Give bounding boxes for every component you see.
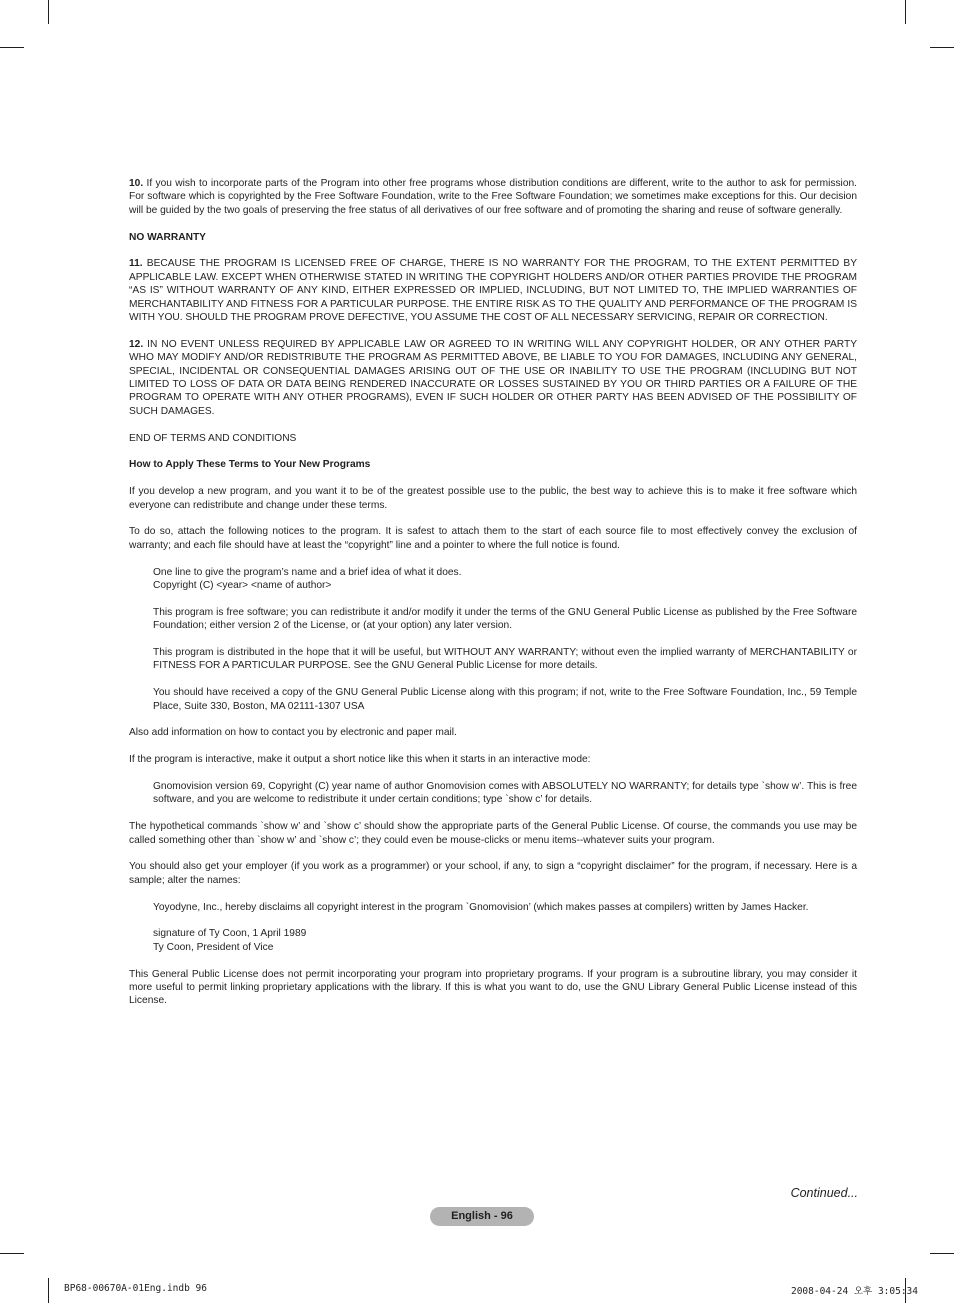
paragraph-contact: Also add information on how to contact you by electronic and paper mail. <box>129 727 457 739</box>
crop-mark <box>0 1253 24 1254</box>
signature-line-1: signature of Ty Coon, 1 April 1989 <box>153 928 307 940</box>
section-number: 12. <box>129 338 144 350</box>
paragraph-to-do-so: To do so, attach the following notices to the program. It is safest to attach them to the start of each source file to most effectively convey the exclusion of warranty; and each file should have at least the “copyright” line and a pointer to where the full notice is found. <box>129 526 857 551</box>
paragraph-hypothetical: The hypothetical commands `show w’ and `show c’ should show the appropriate parts of the General Public License. Of course, the commands you use may be called something other than `show w’ and `show c’; they could even be mouse-clicks or menu items--whatever suits your program. <box>129 821 857 846</box>
print-slug-file: BP68-00670A-01Eng.indb 96 <box>64 1283 207 1294</box>
section-10 <box>129 177 857 217</box>
paragraph-develop: If you develop a new program, and you want it to be of the greatest possible use to the public, the best way to achieve this is to make it free software which everyone can redistribute and change under these terms. <box>129 486 857 511</box>
yoyodyne-disclaimer: Yoyodyne, Inc., hereby disclaims all copyright interest in the program `Gnomovision’ (which makes passes at compilers) written by James Hacker. <box>153 901 809 913</box>
notice-received-copy: You should have received a copy of the GNU General Public License along with this program; if not, write to the Free Software Foundation, Inc., 59 Temple Place, Suite 330, Boston, MA 02111-1307 USA <box>153 687 857 712</box>
print-slug-timestamp: 2008-04-24 오후 3:05:34 <box>790 1286 918 1297</box>
end-of-terms: END OF TERMS AND CONDITIONS <box>129 432 297 444</box>
section-12 <box>129 338 857 418</box>
gnomovision-notice: Gnomovision version 69, Copyright (C) year name of author Gnomovision comes with ABSOLUTELY NO WARRANTY; for details type `show w’. This is free software, and you are welcome to redistribute it under certain conditions; type `show c’ for details. <box>153 781 857 806</box>
continued-label: Continued... <box>790 1186 858 1200</box>
notice-line-1: One line to give the program’s name and a brief idea of what it does. <box>153 566 462 578</box>
crop-mark <box>48 0 49 24</box>
crop-mark <box>0 47 24 48</box>
section-number: 11. <box>129 258 143 270</box>
page-number-badge: English - 96 <box>430 1207 534 1226</box>
crop-mark <box>930 1253 954 1254</box>
paragraph-employer: You should also get your employer (if you work as a programmer) or your school, if any, to sign a “copyright disclaimer” for the program, if necessary. Here is a sample; alter the names: <box>129 861 857 886</box>
section-11 <box>129 257 857 324</box>
section-text: BECAUSE THE PROGRAM IS LICENSED FREE OF CHARGE, THERE IS NO WARRANTY FOR THE PROGRAM, TO THE EXTENT PERMITTED BY APPLICABLE LAW. EXCEPT WHEN OTHERWISE STATED IN WRITING THE COPYRIGHT HOLDERS AND/OR OTHER PARTIES PROVIDE THE PROGRAM “AS IS” WITHOUT WARRANTY OF ANY KIND, EITHER EXPRESSED OR IMPLIED, INCLUDING, BUT NOT LIMITED TO, THE IMPLIED WARRANTIES OF MERCHANTABILITY AND FITNESS FOR A PARTICULAR PURPOSE. THE ENTIRE RISK AS TO THE QUALITY AND PERFORMANCE OF THE PROGRAM IS WITH YOU. SHOULD THE PROGRAM PROVE DEFECTIVE, YOU ASSUME THE COST OF ALL NECESSARY SERVICING, REPAIR OR CORRECTION. <box>129 258 857 324</box>
notice-free-software: This program is free software; you can redistribute it and/or modify it under the terms of the GNU General Public License as published by the Free Software Foundation; either version 2 of the License, or (at your option) any later version. <box>153 606 857 632</box>
section-number: 10. <box>129 178 144 189</box>
license-text-body <box>129 177 857 1021</box>
notice-line-2: Copyright (C) <year> <name of author> <box>153 580 332 592</box>
no-warranty-heading: NO WARRANTY <box>129 231 206 243</box>
signature-line-2: Ty Coon, President of Vice <box>153 941 274 953</box>
notice-distributed: This program is distributed in the hope that it will be useful, but WITHOUT ANY WARRANTY; without even the implied warranty of MERCHANTABILITY or FITNESS FOR A PARTICULAR PURPOSE. See the GNU General Public License for more details. <box>153 647 857 672</box>
crop-mark <box>905 0 906 24</box>
section-text: If you wish to incorporate parts of the Program into other free programs whose distribution conditions are different, write to the author to ask for permission. For software which is copyrighted by the Free Software Foundation, write to the Free Software Foundation; we sometimes make exceptions for this. Our decision will be guided by the two goals of preserving the free status of all derivatives of our free software and of promoting the sharing and reuse of software generally. <box>129 178 857 216</box>
paragraph-interactive: If the program is interactive, make it output a short notice like this when it starts in an interactive mode: <box>129 754 591 766</box>
crop-mark <box>48 1278 49 1303</box>
crop-mark <box>930 47 954 48</box>
paragraph-final: This General Public License does not permit incorporating your program into proprietary programs. If your program is a subroutine library, you may consider it more useful to permit linking proprietary applications with the library. If this is what you want to do, use the GNU Library General Public License instead of this License. <box>129 968 857 1007</box>
how-to-apply-heading: How to Apply These Terms to Your New Programs <box>129 459 371 471</box>
section-text: IN NO EVENT UNLESS REQUIRED BY APPLICABLE LAW OR AGREED TO IN WRITING WILL ANY COPYRIGHT HOLDER, OR ANY OTHER PARTY WHO MAY MODIFY AND/OR REDISTRIBUTE THE PROGRAM AS PERMITTED ABOVE, BE LIABLE TO YOU FOR DAMAGES, INCLUDING ANY GENERAL, SPECIAL, INCIDENTAL OR CONSEQUENTIAL DAMAGES ARISING OUT OF THE USE OR INABILITY TO USE THE PROGRAM (INCLUDING BUT NOT LIMITED TO LOSS OF DATA OR DATA BEING RENDERED INACCURATE OR LOSSES SUSTAINED BY YOU OR THIRD PARTIES OR A FAILURE OF THE PROGRAM TO OPERATE WITH ANY OTHER PROGRAMS), EVEN IF SUCH HOLDER OR OTHER PARTY HAS BEEN ADVISED OF THE POSSIBILITY OF SUCH DAMAGES. <box>129 338 857 417</box>
